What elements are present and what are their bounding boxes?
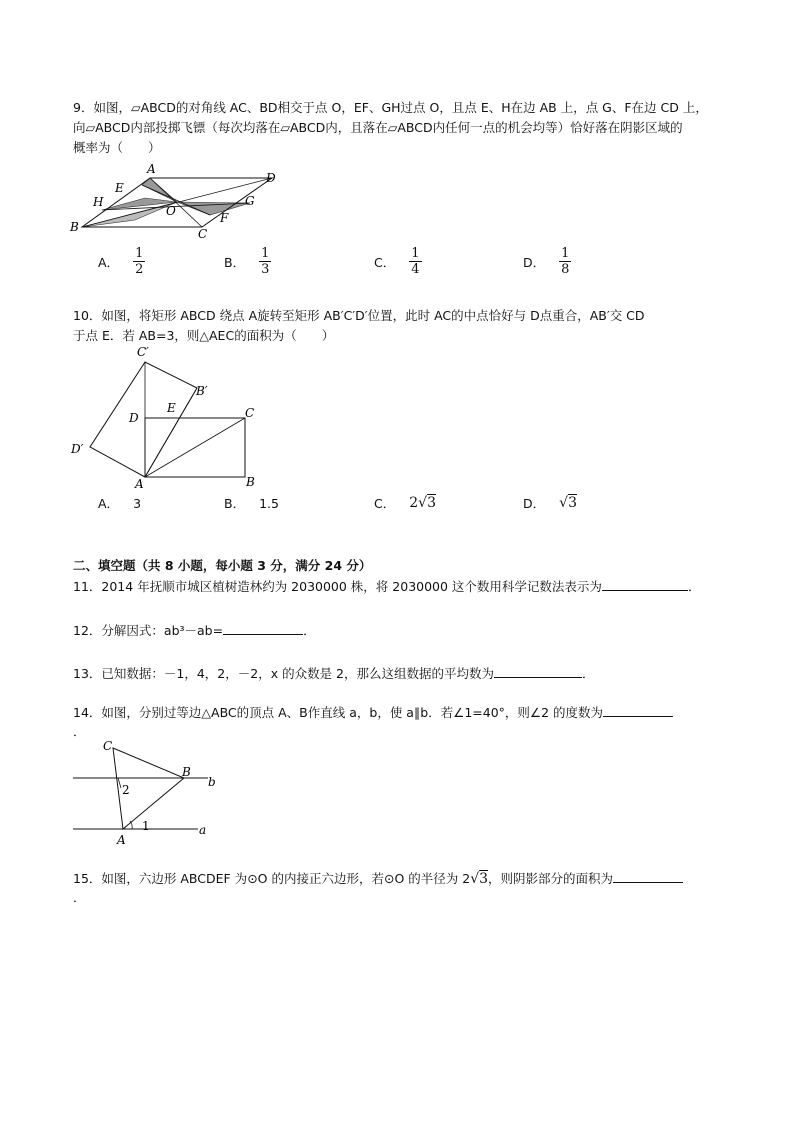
q14-period: ． <box>73 724 86 739</box>
q9-text-line2: 向▱ABCD内部投掷飞镖（每次均落在▱ABCD内，且落在▱ABCD内任何一点的机会均等）恰好落在阴影区域的 <box>73 120 683 135</box>
q9-option-c[interactable] <box>374 246 422 277</box>
q9-label-b: B <box>70 220 79 234</box>
q10-label-b-prime: B′ <box>196 384 208 398</box>
q9-option-d-fraction: $\frac{1}{8}$ <box>561 246 570 277</box>
q10-label-d-prime: D′ <box>71 442 84 456</box>
q12-period: ． <box>303 623 316 638</box>
q13-period: ． <box>582 666 595 681</box>
q14-label-angle1: 1 <box>142 819 150 833</box>
q10-rect-ab-c-d-prime <box>90 362 197 477</box>
q10-option-c-label: C． <box>374 496 396 511</box>
q10-option-a-value: 3 <box>133 495 142 511</box>
q14-text <box>73 702 673 723</box>
q12-answer-blank[interactable] <box>223 620 303 635</box>
q10-option-b[interactable] <box>224 494 279 512</box>
section-2-heading: 二、填空题（共 8 小题，每小题 3 分，满分 24 分） <box>73 558 372 573</box>
q9-option-a[interactable] <box>98 246 145 277</box>
q10-label-b: B <box>246 475 255 489</box>
q9-text-line1: 9．如图，▱ABCD的对角线 AC、BD相交于点 O，EF、GH过点 O，且点 E、H在边 AB 上，点 G、F在边 CD 上， <box>73 100 708 115</box>
q15-answer-blank[interactable] <box>613 868 683 883</box>
q10-option-c-radical: 2√3 <box>409 495 436 511</box>
q14-label-line-b: b <box>208 775 216 789</box>
q11-answer-blank[interactable] <box>602 576 688 591</box>
q9-label-f: F <box>220 211 229 225</box>
q9-shade-right <box>177 202 250 215</box>
q13-question: 13．已知数据：－1，4，2，－2，x 的众数是 2，那么这组数据的平均数为 <box>73 666 495 681</box>
q10-option-d-radical: √3 <box>559 495 577 511</box>
q9-label-g: G <box>245 194 255 208</box>
q9-option-a-fraction: $\frac{1}{2}$ <box>135 246 144 277</box>
q9-option-a-label: A． <box>98 254 120 270</box>
q14-label-angle2: 2 <box>122 783 130 797</box>
q10-label-c: C <box>245 406 255 420</box>
q10-label-e: E <box>167 401 176 415</box>
q9-parallelogram-figure <box>60 160 290 240</box>
q10-option-d[interactable] <box>523 494 577 512</box>
q15-radical: √3 <box>470 871 489 887</box>
q9-option-b-fraction: $\frac{1}{3}$ <box>261 246 270 277</box>
q13-answer-blank[interactable] <box>494 663 582 678</box>
q9-label-c: C <box>198 227 208 240</box>
q14-label-a: A <box>117 833 126 847</box>
q15-period: ． <box>73 890 86 905</box>
q14-label-c: C <box>103 739 113 753</box>
q14-label-b: B <box>182 765 191 779</box>
q11-period: ． <box>687 579 701 594</box>
q10-option-a-label: A． <box>98 496 120 511</box>
q9-option-d[interactable] <box>523 246 571 277</box>
q12-question: 12．分解因式：ab³－ab= <box>73 623 224 638</box>
q12-text <box>73 620 316 641</box>
q10-option-a[interactable] <box>98 494 141 512</box>
q9-option-b[interactable] <box>224 246 271 277</box>
q10-rectangle-figure <box>65 342 275 490</box>
q11-text <box>73 576 700 597</box>
q9-label-o: O <box>166 204 176 218</box>
q14-angle2-arc <box>118 778 121 788</box>
q10-option-d-label: D． <box>523 496 546 511</box>
q10-option-b-value: 1.5 <box>259 495 279 511</box>
q10-text-line2: 于点 E．若 AB=3，则△AEC的面积为（ ） <box>73 328 335 343</box>
q9-option-b-label: B． <box>224 254 246 270</box>
q9-text-line3: 概率为（ ） <box>73 140 161 155</box>
q10-text-line1: 10．如图，将矩形 ABCD 绕点 A旋转至矩形 AB′C′D′位置，此时 AC的中点恰好与 D点重合，AB′交 CD <box>73 308 645 323</box>
q15-text <box>73 868 683 889</box>
q9-label-h: H <box>93 195 104 209</box>
q11-question: 11．2014 年抚顺市城区植树造林约为 2030000 株，将 2030000 这个数用科学记数法表示为 <box>73 579 602 594</box>
q15-question-end: ，则阴影部分的面积为 <box>488 871 614 886</box>
q15-question-start: 15．如图，六边形 ABCDEF 为⊙O 的内接正六边形，若⊙O 的半径为 2 <box>73 871 471 886</box>
q10-option-c[interactable] <box>374 494 436 512</box>
q9-label-a: A <box>147 162 156 176</box>
q9-diagonal-bd <box>82 178 272 227</box>
q10-diagonal-ac <box>145 418 245 477</box>
q10-label-a: A <box>135 477 144 490</box>
q10-label-d: D <box>129 411 139 425</box>
q13-text <box>73 663 595 684</box>
q9-label-e: E <box>115 181 124 195</box>
q9-option-c-label: C． <box>374 254 396 270</box>
q14-label-line-a: a <box>199 823 207 837</box>
q9-label-d: D <box>266 171 276 185</box>
q10-option-b-label: B． <box>224 496 246 511</box>
q9-option-d-label: D． <box>523 254 546 270</box>
q14-question: 14．如图，分别过等边△ABC的顶点 A、B作直线 a，b，使 a∥b．若∠1=40°，则∠2 的度数为 <box>73 705 604 720</box>
q14-answer-blank[interactable] <box>603 702 673 717</box>
q10-label-c-prime: C′ <box>137 345 149 359</box>
q9-option-c-fraction: $\frac{1}{4}$ <box>411 246 420 277</box>
q14-parallel-lines-figure <box>68 736 228 848</box>
